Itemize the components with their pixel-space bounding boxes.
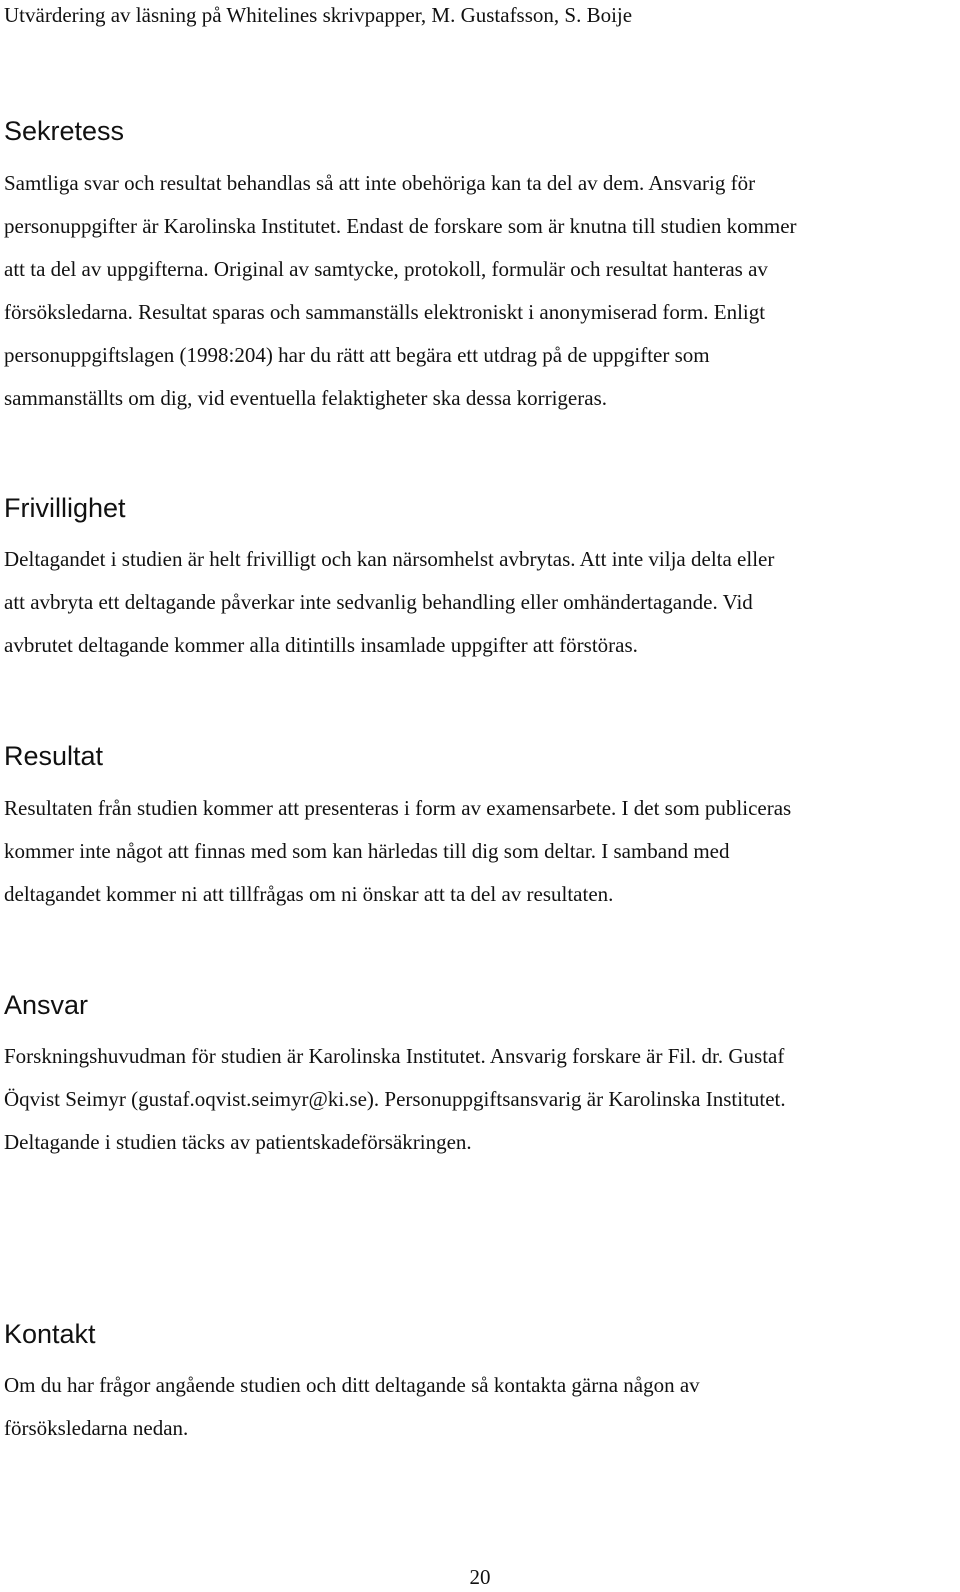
section-body: Deltagandet i studien är helt frivilligt och kan närsomhelst avbrytas. Att inte vilja delta eller att avbryta ett deltagande påverkar inte sedvanlig behandling eller omhändertagande. Vid avbrutet deltagande kommer alla ditintills insamlade uppgifter att förstöras. — [4, 547, 775, 657]
section-heading: Frivillighet — [4, 493, 126, 523]
section-frivillighet — [4, 490, 954, 667]
section-body: Resultaten från studien kommer att presenteras i form av examensarbete. I det som publiceras kommer inte något att finnas med som kan härledas till dig som deltar. I samband med deltagandet kommer ni att tillfrågas om ni önskar att ta del av resultaten. — [4, 796, 792, 906]
section-body: Om du har frågor angående studien och ditt deltagande så kontakta gärna någon av försöksledarna nedan. — [4, 1373, 700, 1440]
section-sekretess — [4, 113, 954, 420]
section-body: Forskningshuvudman för studien är Karolinska Institutet. Ansvarig forskare är Fil. dr. Gustaf Öqvist Seimyr (gustaf.oqvist.seimyr@ki.se). Personuppgiftsansvarig är Karolinska Institutet. Deltagande i studien täcks av patientskadeförsäkringen. — [4, 1044, 786, 1154]
section-heading: Kontakt — [4, 1319, 96, 1349]
section-ansvar — [4, 987, 954, 1164]
page-number: 20 — [469, 1565, 491, 1589]
section-resultat — [4, 738, 954, 916]
section-heading: Resultat — [4, 741, 104, 771]
section-heading: Sekretess — [4, 116, 125, 146]
running-header: Utvärdering av läsning på Whitelines skrivpapper, M. Gustafsson, S. Boije — [4, 3, 633, 27]
section-kontakt — [4, 1316, 954, 1450]
section-heading: Ansvar — [4, 990, 89, 1020]
section-body: Samtliga svar och resultat behandlas så att inte obehöriga kan ta del av dem. Ansvarig för personuppgifter är Karolinska Institutet. Endast de forskare som är knutna till studien kommer att ta del av uppgifterna. Original av samtycke, protokoll, formulär och resultat hanteras av försöksledarna. Resultat sparas och sammanställs elektroniskt i anonymiserad form. Enligt personuppgiftslagen (1998:204) har du rätt att begära ett utdrag på de uppgifter som sammanställts om dig, vid eventuella felaktigheter ska dessa korrigeras. — [4, 171, 797, 410]
